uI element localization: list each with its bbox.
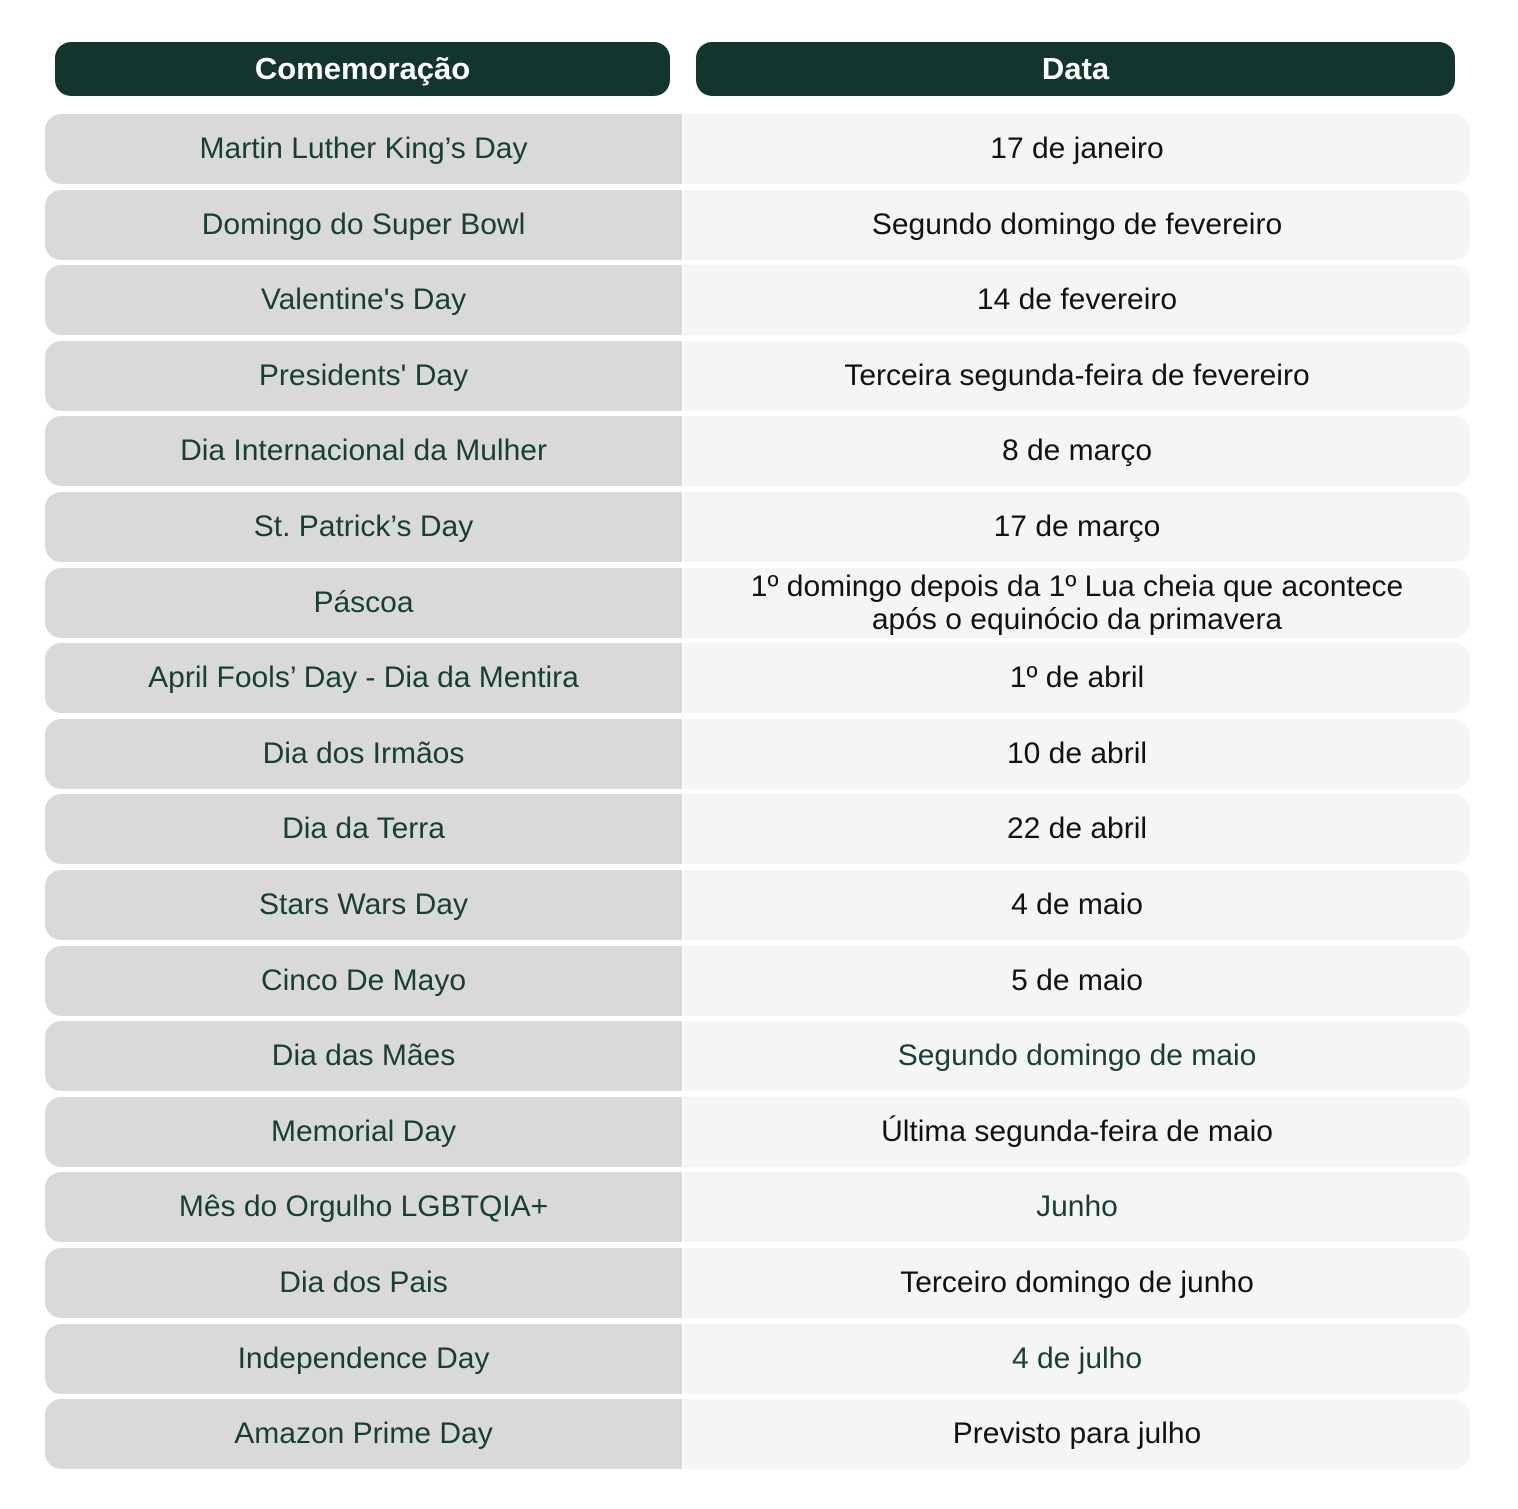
event-date-cell: Última segunda-feira de maio (684, 1097, 1470, 1167)
table-row (45, 341, 1470, 411)
table-row (45, 946, 1470, 1016)
table-row (45, 643, 1470, 713)
table-row (45, 265, 1470, 335)
event-name-cell: Presidents' Day (45, 341, 682, 411)
event-date-cell: Terceira segunda-feira de fevereiro (684, 341, 1470, 411)
event-name-cell: Dia da Terra (45, 794, 682, 864)
table-row (45, 1172, 1470, 1242)
header-date-label: Data (1041, 51, 1110, 86)
event-name-cell: April Fools’ Day - Dia da Mentira (45, 643, 682, 713)
event-name-cell: Martin Luther King’s Day (45, 114, 682, 184)
table-row (45, 1324, 1470, 1394)
event-date-cell: 14 de fevereiro (684, 265, 1470, 335)
event-date-cell: 4 de julho (684, 1324, 1470, 1394)
header-event-label: Comemoração (254, 51, 471, 86)
event-date-cell: 17 de março (684, 492, 1470, 562)
event-name-cell: Independence Day (45, 1324, 682, 1394)
table-row (45, 1399, 1470, 1469)
event-name-cell: Dia Internacional da Mulher (45, 416, 682, 486)
event-date-cell: Segundo domingo de maio (684, 1021, 1470, 1091)
event-name-cell: Valentine's Day (45, 265, 682, 335)
event-date-cell: Terceiro domingo de junho (684, 1248, 1470, 1318)
table-row (45, 719, 1470, 789)
table-row (45, 1097, 1470, 1167)
table-row (45, 114, 1470, 184)
event-name-cell: Dia dos Pais (45, 1248, 682, 1318)
event-date-cell: 5 de maio (684, 946, 1470, 1016)
header-event-column (55, 42, 670, 96)
table-row (45, 1021, 1470, 1091)
header-date-column (696, 42, 1455, 96)
table-row (45, 1248, 1470, 1318)
event-date-cell: 1º domingo depois da 1º Lua cheia que acontece após o equinócio da primavera (684, 568, 1470, 638)
event-name-cell: St. Patrick’s Day (45, 492, 682, 562)
table-row (45, 794, 1470, 864)
event-date-cell: 17 de janeiro (684, 114, 1470, 184)
event-name-cell: Cinco De Mayo (45, 946, 682, 1016)
event-date-cell: 10 de abril (684, 719, 1470, 789)
event-name-cell: Dia dos Irmãos (45, 719, 682, 789)
event-name-cell: Páscoa (45, 568, 682, 638)
table-row (45, 568, 1470, 638)
event-date-cell: Segundo domingo de fevereiro (684, 190, 1470, 260)
event-date-cell: Junho (684, 1172, 1470, 1242)
table-row (45, 190, 1470, 260)
table-row (45, 870, 1470, 940)
event-date-cell: 22 de abril (684, 794, 1470, 864)
event-date-cell: Previsto para julho (684, 1399, 1470, 1469)
event-name-cell: Domingo do Super Bowl (45, 190, 682, 260)
event-date-cell: 1º de abril (684, 643, 1470, 713)
table-row (45, 416, 1470, 486)
event-name-cell: Stars Wars Day (45, 870, 682, 940)
event-name-cell: Dia das Mães (45, 1021, 682, 1091)
event-name-cell: Amazon Prime Day (45, 1399, 682, 1469)
event-date-cell: 4 de maio (684, 870, 1470, 940)
event-date-cell: 8 de março (684, 416, 1470, 486)
holiday-table-body (45, 114, 1470, 1475)
event-name-cell: Mês do Orgulho LGBTQIA+ (45, 1172, 682, 1242)
table-row (45, 492, 1470, 562)
event-name-cell: Memorial Day (45, 1097, 682, 1167)
